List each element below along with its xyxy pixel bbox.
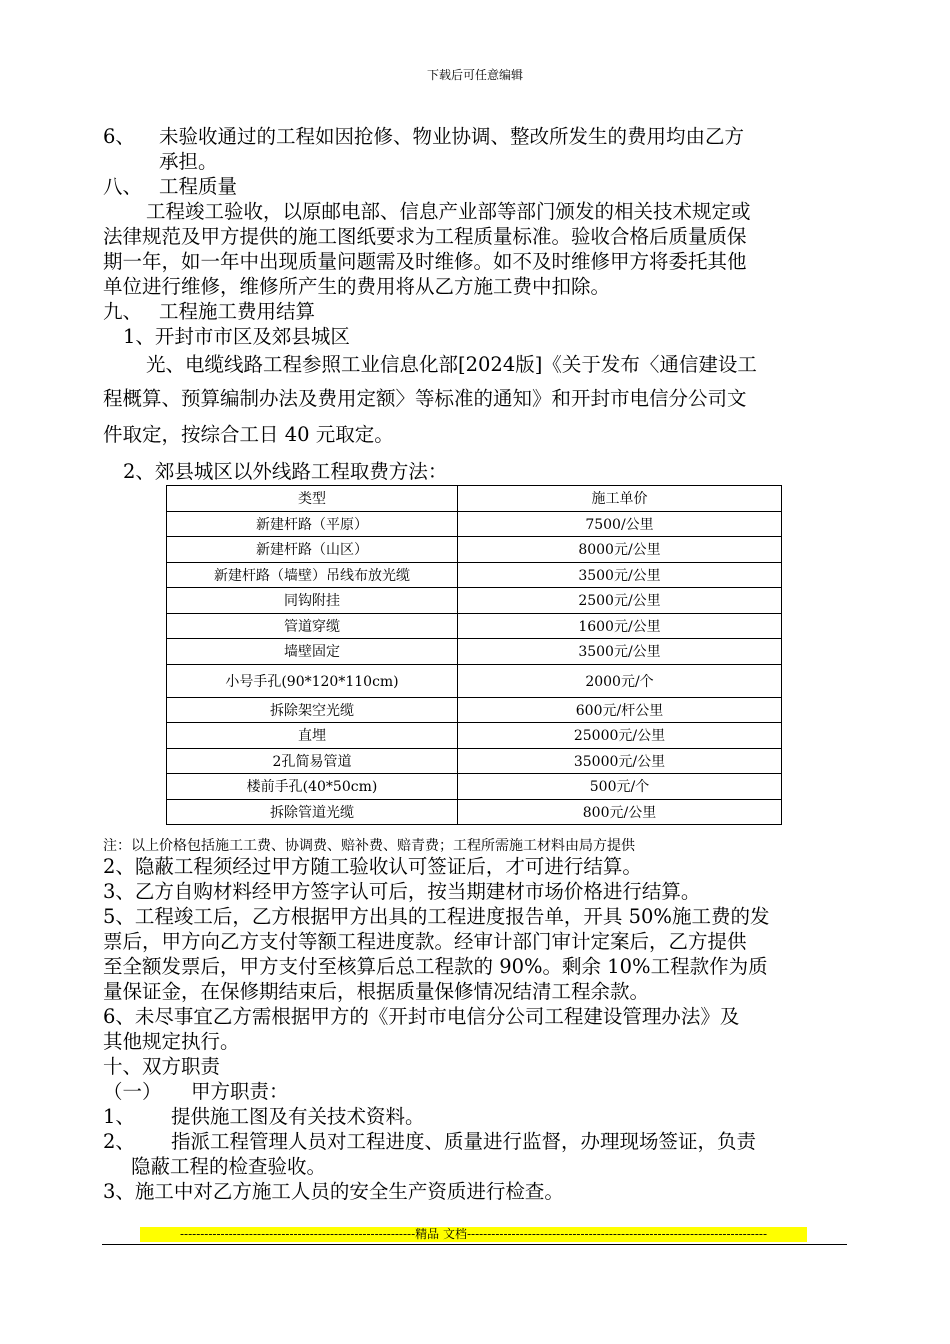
paragraph-line: 程概算、预算编制办法及费用定额〉等标准的通知》和开封市电信分公司文 xyxy=(103,387,747,410)
item-number: 1、 xyxy=(103,1105,135,1128)
paragraph-line: 件取定，按综合工日 40 元取定。 xyxy=(103,423,394,446)
table-row xyxy=(167,723,782,749)
paragraph-line: 光、电缆线路工程参照工业信息化部[2024版]《关于发布〈通信建设工 xyxy=(146,353,757,376)
section-8-heading xyxy=(103,175,237,199)
table-row xyxy=(167,588,782,614)
section-title: 工程质量 xyxy=(159,175,238,198)
table-cell: 同钩附挂 xyxy=(167,588,458,614)
duty-item-3: 3、施工中对乙方施工人员的安全生产资质进行检查。 xyxy=(103,1180,564,1203)
page-header: 下载后可任意编辑 xyxy=(426,68,523,82)
paragraph-line: 期一年，如一年中出现质量问题需及时维修。如不及时维修甲方将委托其他 xyxy=(103,250,747,273)
table-row xyxy=(167,799,782,825)
section-10-heading: 十、双方职责 xyxy=(103,1055,221,1078)
paragraph-line: 法律规范及甲方提供的施工图纸要求为工程质量标准。验收合格后质量质保 xyxy=(103,225,747,248)
table-cell: 3500元/公里 xyxy=(458,639,782,665)
table-header-row xyxy=(167,486,782,512)
clause-text: 未验收通过的工程如因抢修、物业协调、整改所发生的费用均由乙方 xyxy=(159,125,745,148)
paragraph-line: 票后，甲方向乙方支付等额工程进度款。经审计部门审计定案后，乙方提供 xyxy=(103,930,747,953)
table-cell: 新建杆路（墙壁）吊线布放光缆 xyxy=(167,562,458,588)
table-header-cell: 施工单价 xyxy=(458,486,782,512)
table-row xyxy=(167,748,782,774)
section-title: 工程施工费用结算 xyxy=(159,300,316,323)
paragraph-line: 其他规定执行。 xyxy=(103,1030,240,1053)
paragraph-line: 单位进行维修，维修所产生的费用将从乙方施工费中扣除。 xyxy=(103,275,611,298)
fee-table-body xyxy=(167,486,782,825)
duty-item-1 xyxy=(103,1105,425,1129)
subsection-heading xyxy=(103,1080,289,1104)
table-cell: 2000元/个 xyxy=(458,664,782,697)
table-cell: 新建杆路（山区） xyxy=(167,537,458,563)
table-cell: 35000元/公里 xyxy=(458,748,782,774)
table-cell: 3500元/公里 xyxy=(458,562,782,588)
table-cell: 1600元/公里 xyxy=(458,613,782,639)
footer-rule xyxy=(102,1244,847,1245)
paragraph-line: 2、隐蔽工程须经过甲方随工验收认可签证后，才可进行结算。 xyxy=(103,855,642,878)
paragraph-line: 量保证金，在保修期结束后，根据质量保修情况结清工程余款。 xyxy=(103,980,650,1003)
table-row xyxy=(167,511,782,537)
section-number: 九、 xyxy=(103,300,143,323)
subsection-title: 甲方职责： xyxy=(191,1080,289,1103)
item-text: 提供施工图及有关技术资料。 xyxy=(171,1105,425,1128)
duty-item-2 xyxy=(103,1130,756,1154)
fee-table xyxy=(166,485,782,825)
item-number: 2、 xyxy=(103,1130,135,1153)
paragraph-line: 6、未尽事宜乙方需根据甲方的《开封市电信分公司工程建设管理办法》及 xyxy=(103,1005,740,1028)
paragraph-line: 至全额发票后，甲方支付至核算后总工程款的 90%。剩余 10%工程款作为质 xyxy=(103,955,768,978)
table-header-cell: 类型 xyxy=(167,486,458,512)
clause-6-line-2: 承担。 xyxy=(159,150,218,173)
section-9-heading xyxy=(103,300,315,324)
item-text: 指派工程管理人员对工程进度、质量进行监督，办理现场签证，负责 xyxy=(171,1130,757,1153)
table-cell: 新建杆路（平原） xyxy=(167,511,458,537)
table-row xyxy=(167,697,782,723)
table-row xyxy=(167,639,782,665)
paragraph-line: 3、乙方自购材料经甲方签字认可后，按当期建材市场价格进行结算。 xyxy=(103,880,701,903)
footer-highlight: ----------------------------------------------------------精品 文档-------------------------------------------------------------------------- xyxy=(140,1227,807,1242)
table-cell: 楼前手孔(40*50cm) xyxy=(167,774,458,800)
table-cell: 800元/公里 xyxy=(458,799,782,825)
table-cell: 2孔简易管道 xyxy=(167,748,458,774)
table-cell: 管道穿缆 xyxy=(167,613,458,639)
table-cell: 小号手孔(90*120*110cm) xyxy=(167,664,458,697)
table-row xyxy=(167,613,782,639)
table-row xyxy=(167,537,782,563)
table-cell: 2500元/公里 xyxy=(458,588,782,614)
table-row xyxy=(167,562,782,588)
paragraph-line: 工程竣工验收，以原邮电部、信息产业部等部门颁发的相关技术规定或 xyxy=(146,200,751,223)
table-cell: 直埋 xyxy=(167,723,458,749)
table-cell: 7500/公里 xyxy=(458,511,782,537)
table-cell: 25000元/公里 xyxy=(458,723,782,749)
subsection-number: （一） xyxy=(103,1080,162,1103)
subsection-heading: 2、郊县城区以外线路工程取费方法： xyxy=(123,460,448,483)
table-cell: 600元/杆公里 xyxy=(458,697,782,723)
table-cell: 500元/个 xyxy=(458,774,782,800)
duty-item-2-cont: 隐蔽工程的检查验收。 xyxy=(131,1155,327,1178)
subsection-heading: 1、开封市市区及郊县城区 xyxy=(123,325,350,348)
table-row xyxy=(167,664,782,697)
table-cell: 拆除管道光缆 xyxy=(167,799,458,825)
paragraph-line: 5、工程竣工后，乙方根据甲方出具的工程进度报告单，开具 50%施工费的发 xyxy=(103,905,770,928)
table-row xyxy=(167,774,782,800)
table-cell: 墙壁固定 xyxy=(167,639,458,665)
table-note: 注：以上价格包括施工工费、协调费、赔补费、赔青费；工程所需施工材料由局方提供 xyxy=(103,838,635,854)
section-number: 八、 xyxy=(103,175,143,198)
clause-number: 6、 xyxy=(103,125,135,148)
table-cell: 拆除架空光缆 xyxy=(167,697,458,723)
clause-6-line-1 xyxy=(103,125,744,149)
table-cell: 8000元/公里 xyxy=(458,537,782,563)
